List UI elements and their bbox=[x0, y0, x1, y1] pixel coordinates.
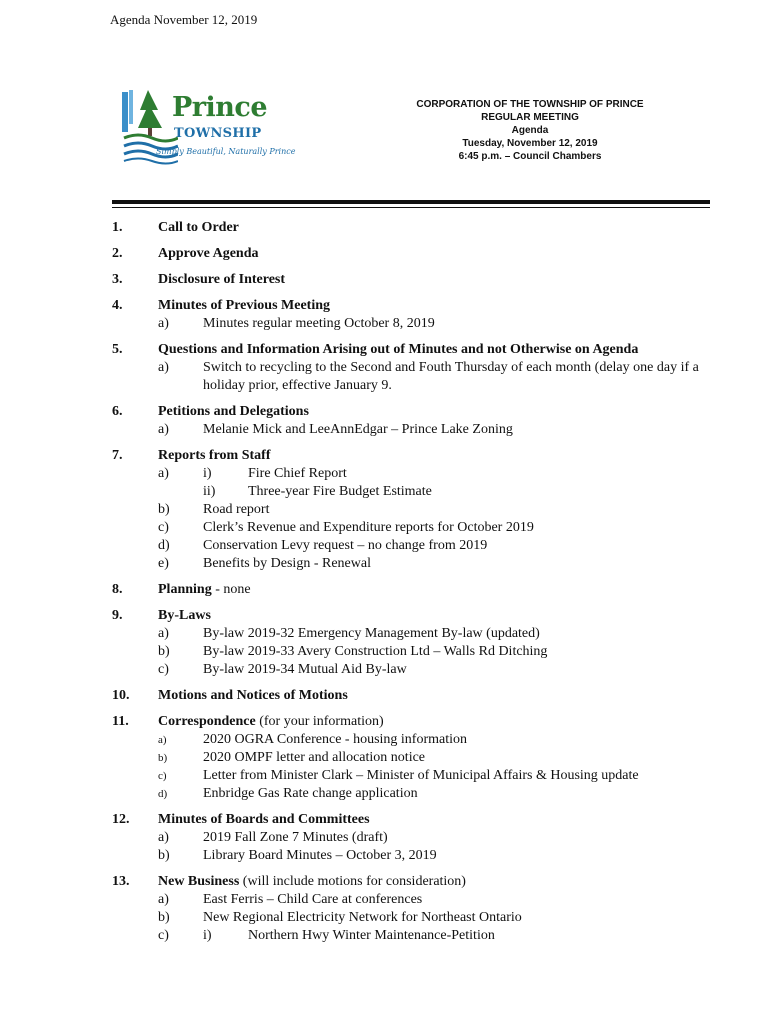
sub-item-letter: b) bbox=[158, 848, 170, 863]
sub-item-text: 2020 OGRA Conference - housing information bbox=[203, 732, 468, 747]
sub-item-text: New Regional Electricity Network for Northeast Ontario bbox=[203, 910, 522, 925]
item-number: 10. bbox=[112, 688, 130, 703]
header-agenda: Agenda bbox=[511, 125, 549, 136]
sub-item bbox=[158, 661, 712, 679]
sub-item-letter: d) bbox=[158, 788, 168, 800]
agenda-list bbox=[112, 219, 712, 953]
sub-item-text: Melanie Mick and LeeAnnEdgar – Prince Lake Zoning bbox=[203, 422, 513, 437]
agenda-item bbox=[112, 219, 712, 237]
sub-item-text: Letter from Minister Clark – Minister of Municipal Affairs & Housing update bbox=[203, 768, 639, 783]
header-meeting-type: REGULAR MEETING bbox=[481, 112, 579, 123]
roman-numeral: i) bbox=[203, 928, 212, 943]
sub-item bbox=[158, 625, 712, 643]
item-title: Minutes of Previous Meeting bbox=[158, 298, 330, 313]
sub-item-text: By-law 2019-32 Emergency Management By-law (updated) bbox=[203, 626, 540, 641]
sub-item-text: Clerk’s Revenue and Expenditure reports for October 2019 bbox=[203, 520, 534, 535]
sub-item bbox=[158, 359, 712, 395]
sub-item-text: Enbridge Gas Rate change application bbox=[203, 786, 418, 801]
roman-sub-item bbox=[158, 927, 712, 945]
sub-item-letter: b) bbox=[158, 502, 170, 517]
item-number: 6. bbox=[112, 404, 123, 419]
agenda-item bbox=[112, 811, 712, 865]
item-title bbox=[158, 873, 712, 891]
sub-item-letter: a) bbox=[158, 466, 169, 481]
sub-item bbox=[158, 555, 712, 573]
agenda-item bbox=[112, 271, 712, 289]
item-number: 4. bbox=[112, 298, 123, 313]
header-rule bbox=[112, 200, 710, 204]
item-title: Reports from Staff bbox=[158, 448, 271, 463]
sub-item-text: Conservation Levy request – no change from 2019 bbox=[203, 538, 488, 553]
sub-item-letter: a) bbox=[158, 316, 169, 331]
roman-numeral: ii) bbox=[203, 484, 216, 499]
agenda-item bbox=[112, 245, 712, 263]
header-rule-thin bbox=[112, 207, 710, 208]
header-corporation: CORPORATION OF THE TOWNSHIP OF PRINCE bbox=[416, 99, 644, 110]
sub-item-letter: a) bbox=[158, 892, 169, 907]
sub-item bbox=[158, 829, 712, 847]
agenda-item bbox=[112, 607, 712, 679]
sub-item bbox=[158, 643, 712, 661]
sub-item bbox=[158, 767, 712, 785]
item-number: 3. bbox=[112, 272, 123, 287]
sub-item-letter: e) bbox=[158, 556, 169, 571]
sub-item bbox=[158, 731, 712, 749]
sub-item-text: Switch to recycling to the Second and Fouth Thursday of each month (delay one day if a holiday prior, effective January 9. bbox=[203, 360, 699, 393]
item-title: Call to Order bbox=[158, 220, 239, 235]
township-logo bbox=[118, 88, 318, 166]
sub-item-text: Minutes regular meeting October 8, 2019 bbox=[203, 316, 435, 331]
sub-item-text: Road report bbox=[203, 502, 270, 517]
item-number: 7. bbox=[112, 448, 123, 463]
sub-item-text: 2019 Fall Zone 7 Minutes (draft) bbox=[203, 830, 388, 845]
agenda-item bbox=[112, 581, 712, 599]
sub-item-letter: c) bbox=[158, 662, 169, 677]
agenda-item bbox=[112, 713, 712, 803]
item-title-text: Planning bbox=[158, 582, 212, 597]
item-title-note: (will include motions for consideration) bbox=[239, 874, 466, 889]
sub-item-text: East Ferris – Child Care at conferences bbox=[203, 892, 423, 907]
agenda-item bbox=[112, 447, 712, 573]
sub-item-letter: b) bbox=[158, 910, 170, 925]
sub-item-letter: a) bbox=[158, 626, 169, 641]
sub-item-text: 2020 OMPF letter and allocation notice bbox=[203, 750, 426, 765]
item-number: 13. bbox=[112, 874, 130, 889]
sub-item-letter: a) bbox=[158, 422, 169, 437]
logo-word-prince: Prince bbox=[172, 92, 268, 123]
sub-item bbox=[158, 847, 712, 865]
sub-item-letter: a) bbox=[158, 830, 169, 845]
item-number: 5. bbox=[112, 342, 123, 357]
roman-sub-item bbox=[158, 465, 712, 483]
agenda-item bbox=[112, 341, 712, 395]
item-number: 8. bbox=[112, 582, 123, 597]
item-number: 12. bbox=[112, 812, 130, 827]
item-number: 9. bbox=[112, 608, 123, 623]
roman-numeral: i) bbox=[203, 466, 212, 481]
roman-sub-item-text: Fire Chief Report bbox=[248, 466, 347, 481]
sub-item bbox=[158, 891, 712, 909]
item-title: Disclosure of Interest bbox=[158, 272, 286, 287]
sub-item bbox=[158, 909, 712, 927]
sub-item bbox=[158, 315, 712, 333]
roman-sub-item-text: Northern Hwy Winter Maintenance-Petition bbox=[248, 928, 495, 943]
agenda-item bbox=[112, 403, 712, 439]
sub-item bbox=[158, 501, 712, 519]
sub-item-letter: b) bbox=[158, 644, 170, 659]
running-head: Agenda November 12, 2019 bbox=[110, 12, 258, 27]
sub-item-letter: c) bbox=[158, 770, 167, 782]
roman-sub-item-text: Three-year Fire Budget Estimate bbox=[248, 484, 432, 499]
sub-item bbox=[158, 927, 712, 945]
meeting-header bbox=[380, 98, 680, 163]
sub-item bbox=[158, 749, 712, 767]
sub-item-text: Benefits by Design - Renewal bbox=[203, 556, 371, 571]
agenda-item bbox=[112, 297, 712, 333]
header-time-location: 6:45 p.m. – Council Chambers bbox=[458, 151, 602, 162]
sub-item-letter: b) bbox=[158, 752, 168, 764]
sub-item-letter: a) bbox=[158, 734, 167, 746]
agenda-item bbox=[112, 687, 712, 705]
item-title-text: Correspondence bbox=[158, 714, 256, 729]
sub-item-text: Library Board Minutes – October 3, 2019 bbox=[203, 848, 437, 863]
item-title: By-Laws bbox=[158, 608, 211, 623]
sub-item bbox=[158, 465, 712, 501]
item-title: Questions and Information Arising out of Minutes and not Otherwise on Agenda bbox=[158, 342, 639, 357]
item-title-note: (for your information) bbox=[255, 714, 384, 729]
sub-item bbox=[158, 421, 712, 439]
item-title: Motions and Notices of Motions bbox=[158, 688, 348, 703]
item-title: Approve Agenda bbox=[158, 246, 259, 261]
sub-item-text: By-law 2019-34 Mutual Aid By-law bbox=[203, 662, 407, 677]
header-date: Tuesday, November 12, 2019 bbox=[462, 138, 598, 149]
sub-item-letter: c) bbox=[158, 520, 169, 535]
sub-item-letter: d) bbox=[158, 538, 170, 553]
item-title bbox=[158, 581, 712, 599]
item-title: Minutes of Boards and Committees bbox=[158, 812, 370, 827]
agenda-item bbox=[112, 873, 712, 945]
sub-item bbox=[158, 785, 712, 803]
item-title: Petitions and Delegations bbox=[158, 404, 309, 419]
item-title bbox=[158, 713, 712, 731]
sub-item-text: By-law 2019-33 Avery Construction Ltd – Walls Rd Ditching bbox=[203, 644, 548, 659]
item-title-text: New Business bbox=[158, 874, 240, 889]
roman-sub-item bbox=[158, 483, 712, 501]
logo-tagline: Simply Beautiful, Naturally Prince bbox=[156, 147, 296, 156]
item-number: 2. bbox=[112, 246, 123, 261]
sub-item bbox=[158, 537, 712, 555]
sub-item-letter: a) bbox=[158, 360, 169, 375]
logo-word-township: TOWNSHIP bbox=[174, 126, 262, 141]
sub-item-letter: c) bbox=[158, 928, 169, 943]
item-title-note: - none bbox=[211, 582, 251, 597]
item-number: 1. bbox=[112, 220, 123, 235]
item-number: 11. bbox=[112, 714, 129, 729]
sub-item bbox=[158, 519, 712, 537]
